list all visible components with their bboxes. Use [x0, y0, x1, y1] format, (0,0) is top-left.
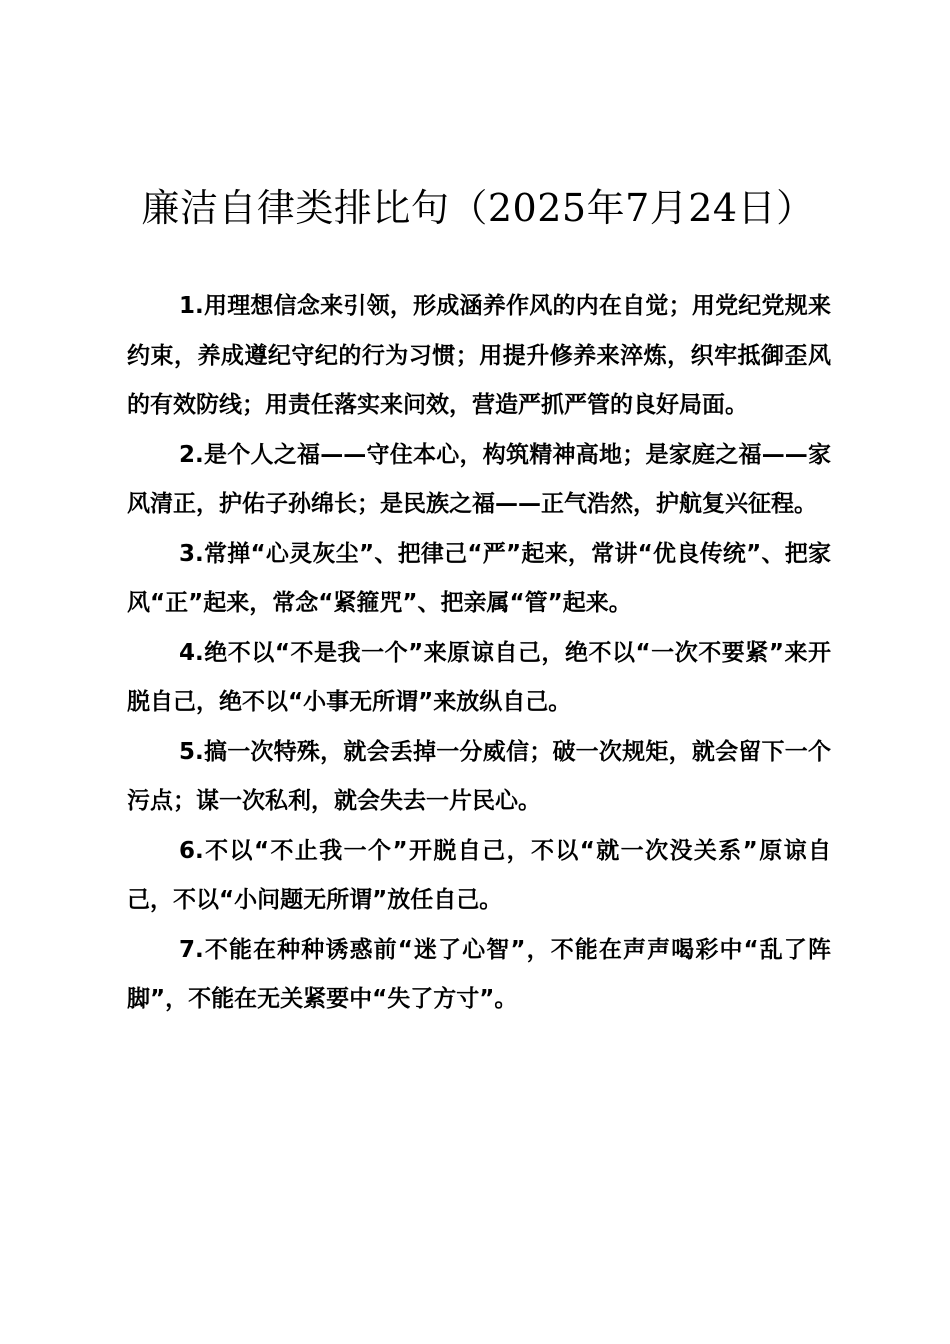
- document-body: [127, 282, 831, 1025]
- paragraph-7: 7.不能在种种诱惑前“迷了心智”，不能在声声喝彩中“乱了阵脚”，不能在无关紧要中“失了方寸”。: [127, 936, 831, 1012]
- paragraph-1: 1.用理想信念来引领，形成涵养作风的内在自觉；用党纪党规来约束，养成遵纪守纪的行为习惯；用提升修养来淬炼，织牢抵御歪风的有效防线；用责任落实来问效，营造严抓严管的良好局面。: [127, 293, 831, 418]
- paragraph-4: 4.绝不以“不是我一个”来原谅自己，绝不以“一次不要紧”来开脱自己，绝不以“小事无所谓”来放纵自己。: [127, 639, 831, 715]
- paragraph-3: 3.常掸“心灵灰尘”、把律己“严”起来，常讲“优良传统”、把家风“正”起来，常念“紧箍咒”、把亲属“管”起来。: [127, 540, 831, 616]
- paragraph-6: 6.不以“不止我一个”开脱自己，不以“就一次没关系”原谅自己，不以“小问题无所谓”放任自己。: [127, 837, 831, 913]
- paragraph-5: 5.搞一次特殊，就会丢掉一分威信；破一次规矩，就会留下一个污点；谋一次私利，就会失去一片民心。: [127, 738, 831, 814]
- paragraph-2: 2.是个人之福——守住本心，构筑精神高地；是家庭之福——家风清正，护佑子孙绵长；是民族之福——正气浩然，护航复兴征程。: [127, 441, 831, 517]
- document-title: 廉洁自律类排比句（2025年7月24日）: [141, 186, 815, 230]
